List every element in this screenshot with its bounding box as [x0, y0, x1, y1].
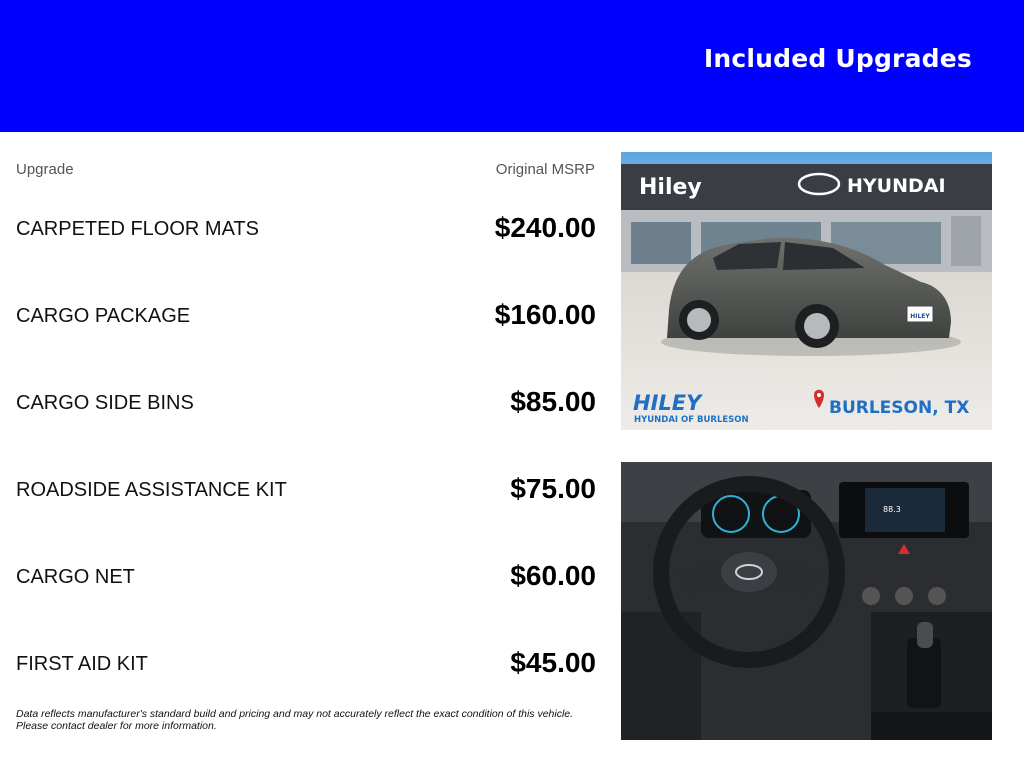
header-banner — [0, 0, 1024, 132]
upgrade-name: FIRST AID KIT — [16, 653, 148, 675]
upgrade-price: $75.00 — [510, 473, 596, 504]
upgrade-row — [0, 469, 610, 509]
upgrade-price: $45.00 — [510, 647, 596, 678]
disclaimer — [16, 708, 606, 732]
location-text: BURLESON, TX — [829, 398, 970, 418]
upgrade-price: $160.00 — [494, 299, 596, 330]
sign-left-text: Hiley — [639, 175, 702, 200]
disclaimer-line: Please contact dealer for more information. — [16, 720, 217, 732]
page-title: Included Upgrades — [703, 44, 972, 73]
upgrade-name: CARGO SIDE BINS — [16, 392, 194, 414]
vehicle-exterior-photo — [621, 152, 992, 430]
column-header-upgrade: Upgrade — [16, 161, 74, 178]
upgrade-name: ROADSIDE ASSISTANCE KIT — [16, 479, 287, 501]
vehicle-interior-photo — [621, 462, 992, 740]
upgrade-row — [0, 208, 610, 248]
plate-text: HILEY — [910, 313, 930, 320]
column-header-msrp: Original MSRP — [495, 161, 595, 178]
upgrade-row — [0, 643, 610, 683]
upgrade-row — [0, 382, 610, 422]
upgrade-row — [0, 556, 610, 596]
disclaimer-line: Data reflects manufacturer's standard build and pricing and may not accurately reflect the exact condition of this vehicle. — [16, 708, 574, 720]
infotainment-value: 88.3 — [883, 505, 901, 514]
upgrade-row — [0, 295, 610, 335]
upgrade-price: $240.00 — [494, 212, 596, 243]
sign-right-text: HYUNDAI — [847, 175, 946, 197]
brand-sub-text: HYUNDAI OF BURLESON — [634, 415, 749, 425]
upgrade-name: CARGO NET — [16, 566, 135, 588]
upgrade-price: $60.00 — [510, 560, 596, 591]
upgrade-name: CARGO PACKAGE — [16, 305, 191, 327]
upgrade-price: $85.00 — [510, 386, 596, 417]
upgrade-name: CARPETED FLOOR MATS — [16, 218, 259, 240]
brand-logo-text: HILEY — [633, 391, 702, 415]
